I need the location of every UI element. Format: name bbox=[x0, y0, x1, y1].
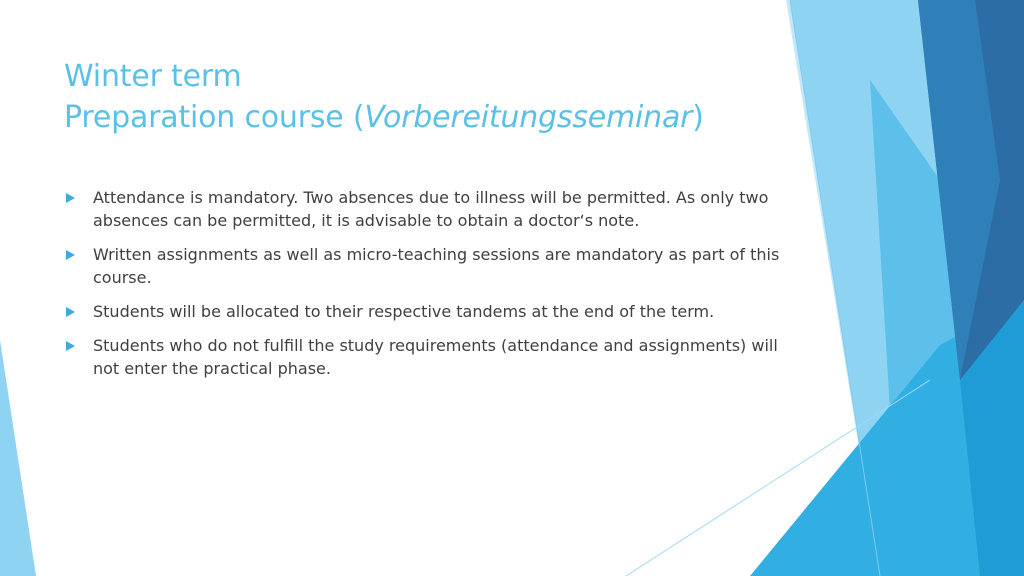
left-edge-accent-shape bbox=[0, 340, 36, 576]
bullet-text: Students will be allocated to their respective tandems at the end of the term. bbox=[93, 302, 715, 321]
bullet-item bbox=[64, 186, 784, 232]
bullet-item bbox=[64, 300, 784, 323]
bullet-list bbox=[64, 186, 784, 391]
title-german-term: Vorbereitungsseminar bbox=[364, 100, 693, 135]
title-line-2-suffix: ) bbox=[692, 100, 704, 135]
bullet-item bbox=[64, 334, 784, 380]
bullet-text: Written assignments as well as micro-teaching sessions are mandatory as part of this course. bbox=[93, 245, 780, 287]
bullet-text: Students who do not fulfill the study requirements (attendance and assignments) will not enter the practical phase. bbox=[93, 336, 778, 378]
title-line-1: Winter term bbox=[64, 59, 242, 94]
bullet-item bbox=[64, 243, 784, 289]
bullet-text: Attendance is mandatory. Two absences due to illness will be permitted. As only two absences can be permitted, it is advisable to obtain a doctor‘s note. bbox=[93, 188, 769, 230]
triangle-bullet-icon bbox=[66, 341, 75, 351]
triangle-bullet-icon bbox=[66, 250, 75, 260]
triangle-bullet-icon bbox=[66, 307, 75, 317]
triangle-bullet-icon bbox=[66, 193, 75, 203]
slide-title bbox=[64, 56, 784, 138]
title-line-2 bbox=[64, 97, 784, 138]
title-line-2-prefix: Preparation course ( bbox=[64, 100, 365, 135]
